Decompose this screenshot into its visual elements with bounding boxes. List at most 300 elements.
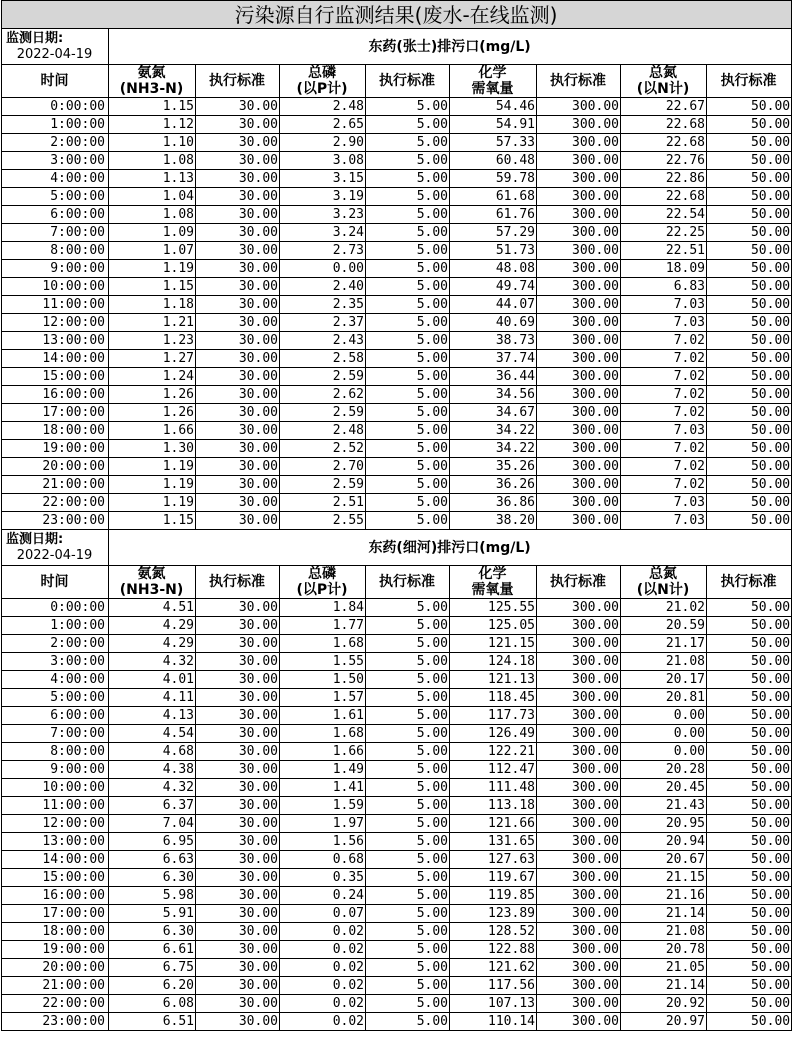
cod-standard: 300.00 [537, 797, 621, 815]
cod-value: 54.91 [450, 116, 537, 134]
cod-standard: 300.00 [537, 350, 621, 368]
cod-value: 121.13 [450, 671, 537, 689]
phosphorus-value: 3.15 [280, 170, 366, 188]
time-cell: 11:00:00 [2, 797, 109, 815]
cod-value: 51.73 [450, 242, 537, 260]
cod-standard: 300.00 [537, 779, 621, 797]
ammonia-standard: 30.00 [196, 224, 280, 242]
phosphorus-value: 0.02 [280, 1013, 366, 1031]
nitrogen-value: 20.17 [621, 671, 707, 689]
nitrogen-value: 21.08 [621, 653, 707, 671]
cod-standard: 300.00 [537, 206, 621, 224]
monitoring-date-value: 2022-04-19 [16, 547, 93, 563]
header-cod-line-2: 需氧量 [471, 81, 514, 97]
nitrogen-value: 20.59 [621, 617, 707, 635]
monitoring-date-label: 监测日期: [6, 531, 64, 547]
nitrogen-value: 6.83 [621, 278, 707, 296]
nitrogen-standard: 50.00 [707, 995, 792, 1013]
cod-standard: 300.00 [537, 815, 621, 833]
ammonia-standard: 30.00 [196, 404, 280, 422]
cod-value: 49.74 [450, 278, 537, 296]
header-ammonia [109, 566, 196, 599]
time-cell: 18:00:00 [2, 422, 109, 440]
table-row [2, 494, 792, 512]
ammonia-value: 1.15 [109, 512, 196, 530]
ammonia-value: 4.13 [109, 707, 196, 725]
header-standard: 执行标准 [196, 65, 280, 98]
time-cell: 21:00:00 [2, 977, 109, 995]
time-cell: 5:00:00 [2, 188, 109, 206]
phosphorus-standard: 5.00 [366, 887, 450, 905]
ammonia-standard: 30.00 [196, 296, 280, 314]
cod-value: 112.47 [450, 761, 537, 779]
cod-standard: 300.00 [537, 422, 621, 440]
time-cell: 17:00:00 [2, 404, 109, 422]
phosphorus-standard: 5.00 [366, 494, 450, 512]
nitrogen-value: 22.86 [621, 170, 707, 188]
phosphorus-value: 0.02 [280, 995, 366, 1013]
nitrogen-value: 20.81 [621, 689, 707, 707]
ammonia-standard: 30.00 [196, 1013, 280, 1031]
phosphorus-standard: 5.00 [366, 206, 450, 224]
cod-standard: 300.00 [537, 404, 621, 422]
header-cod-line-1: 化学 [478, 566, 507, 582]
nitrogen-standard: 50.00 [707, 206, 792, 224]
nitrogen-standard: 50.00 [707, 116, 792, 134]
nitrogen-standard: 50.00 [707, 689, 792, 707]
phosphorus-standard: 5.00 [366, 296, 450, 314]
nitrogen-standard: 50.00 [707, 671, 792, 689]
phosphorus-standard: 5.00 [366, 617, 450, 635]
ammonia-standard: 30.00 [196, 887, 280, 905]
cod-standard: 300.00 [537, 959, 621, 977]
time-cell: 13:00:00 [2, 332, 109, 350]
phosphorus-standard: 5.00 [366, 476, 450, 494]
cod-value: 110.14 [450, 1013, 537, 1031]
header-phosphorus-line-2: (以P计) [296, 582, 348, 598]
ammonia-value: 4.38 [109, 761, 196, 779]
ammonia-value: 4.29 [109, 617, 196, 635]
table-row [2, 170, 792, 188]
phosphorus-value: 3.08 [280, 152, 366, 170]
phosphorus-standard: 5.00 [366, 761, 450, 779]
ammonia-standard: 30.00 [196, 743, 280, 761]
phosphorus-standard: 5.00 [366, 404, 450, 422]
phosphorus-standard: 5.00 [366, 689, 450, 707]
phosphorus-standard: 5.00 [366, 797, 450, 815]
table-row [2, 707, 792, 725]
phosphorus-value: 1.68 [280, 725, 366, 743]
cod-standard: 300.00 [537, 941, 621, 959]
nitrogen-standard: 50.00 [707, 152, 792, 170]
header-nitrogen-line-2: (以N计) [636, 582, 690, 598]
header-phosphorus [280, 65, 366, 98]
ammonia-standard: 30.00 [196, 152, 280, 170]
cod-value: 122.88 [450, 941, 537, 959]
cod-standard: 300.00 [537, 707, 621, 725]
table-row [2, 404, 792, 422]
table-row [2, 635, 792, 653]
cod-value: 128.52 [450, 923, 537, 941]
nitrogen-standard: 50.00 [707, 332, 792, 350]
header-ammonia-line-1: 氨氮 [137, 566, 166, 582]
phosphorus-standard: 5.00 [366, 995, 450, 1013]
phosphorus-standard: 5.00 [366, 350, 450, 368]
nitrogen-standard: 50.00 [707, 851, 792, 869]
phosphorus-standard: 5.00 [366, 671, 450, 689]
nitrogen-standard: 50.00 [707, 797, 792, 815]
phosphorus-standard: 5.00 [366, 869, 450, 887]
nitrogen-value: 21.16 [621, 887, 707, 905]
ammonia-value: 5.91 [109, 905, 196, 923]
nitrogen-standard: 50.00 [707, 761, 792, 779]
phosphorus-standard: 5.00 [366, 332, 450, 350]
cod-standard: 300.00 [537, 386, 621, 404]
phosphorus-value: 2.73 [280, 242, 366, 260]
cod-value: 34.22 [450, 422, 537, 440]
header-standard: 执行标准 [196, 566, 280, 599]
ammonia-standard: 30.00 [196, 170, 280, 188]
nitrogen-standard: 50.00 [707, 779, 792, 797]
time-cell: 14:00:00 [2, 350, 109, 368]
phosphorus-standard: 5.00 [366, 512, 450, 530]
phosphorus-value: 2.48 [280, 422, 366, 440]
phosphorus-value: 3.19 [280, 188, 366, 206]
ammonia-value: 1.27 [109, 350, 196, 368]
phosphorus-standard: 5.00 [366, 386, 450, 404]
ammonia-value: 1.18 [109, 296, 196, 314]
phosphorus-value: 2.59 [280, 476, 366, 494]
table-row [2, 977, 792, 995]
ammonia-standard: 30.00 [196, 599, 280, 617]
nitrogen-value: 20.97 [621, 1013, 707, 1031]
monitoring-date-cell [2, 530, 109, 566]
nitrogen-value: 0.00 [621, 743, 707, 761]
nitrogen-standard: 50.00 [707, 707, 792, 725]
ammonia-standard: 30.00 [196, 869, 280, 887]
table-row [2, 134, 792, 152]
nitrogen-value: 20.92 [621, 995, 707, 1013]
cod-value: 118.45 [450, 689, 537, 707]
time-cell: 19:00:00 [2, 440, 109, 458]
header-cod-line-1: 化学 [478, 65, 507, 81]
time-cell: 16:00:00 [2, 386, 109, 404]
header-standard: 执行标准 [366, 566, 450, 599]
phosphorus-value: 1.66 [280, 743, 366, 761]
header-nitrogen [621, 65, 707, 98]
ammonia-standard: 30.00 [196, 635, 280, 653]
cod-value: 127.63 [450, 851, 537, 869]
time-cell: 5:00:00 [2, 689, 109, 707]
phosphorus-value: 0.02 [280, 959, 366, 977]
table-row [2, 725, 792, 743]
nitrogen-standard: 50.00 [707, 242, 792, 260]
cod-value: 121.15 [450, 635, 537, 653]
ammonia-value: 1.07 [109, 242, 196, 260]
phosphorus-standard: 5.00 [366, 923, 450, 941]
ammonia-value: 1.19 [109, 260, 196, 278]
phosphorus-standard: 5.00 [366, 422, 450, 440]
table-row [2, 1013, 792, 1031]
cod-standard: 300.00 [537, 242, 621, 260]
phosphorus-value: 1.59 [280, 797, 366, 815]
monitoring-report-table [1, 0, 792, 1031]
phosphorus-standard: 5.00 [366, 599, 450, 617]
ammonia-standard: 30.00 [196, 977, 280, 995]
nitrogen-value: 22.68 [621, 116, 707, 134]
cod-value: 123.89 [450, 905, 537, 923]
phosphorus-standard: 5.00 [366, 152, 450, 170]
nitrogen-value: 7.02 [621, 458, 707, 476]
time-cell: 17:00:00 [2, 905, 109, 923]
ammonia-value: 4.51 [109, 599, 196, 617]
ammonia-value: 1.66 [109, 422, 196, 440]
header-ammonia-line-1: 氨氮 [137, 65, 166, 81]
nitrogen-standard: 50.00 [707, 959, 792, 977]
nitrogen-standard: 50.00 [707, 887, 792, 905]
nitrogen-value: 20.45 [621, 779, 707, 797]
cod-value: 36.86 [450, 494, 537, 512]
header-nitrogen-line-2: (以N计) [636, 81, 690, 97]
phosphorus-standard: 5.00 [366, 440, 450, 458]
phosphorus-standard: 5.00 [366, 242, 450, 260]
phosphorus-standard: 5.00 [366, 815, 450, 833]
nitrogen-value: 22.25 [621, 224, 707, 242]
ammonia-standard: 30.00 [196, 617, 280, 635]
nitrogen-standard: 50.00 [707, 404, 792, 422]
phosphorus-value: 2.65 [280, 116, 366, 134]
phosphorus-value: 3.23 [280, 206, 366, 224]
report-title: 污染源自行监测结果(废水-在线监测) [2, 1, 792, 29]
table-row [2, 314, 792, 332]
nitrogen-value: 22.68 [621, 134, 707, 152]
phosphorus-standard: 5.00 [366, 1013, 450, 1031]
table-row [2, 440, 792, 458]
header-ammonia [109, 65, 196, 98]
ammonia-standard: 30.00 [196, 905, 280, 923]
table-row [2, 98, 792, 116]
cod-standard: 300.00 [537, 224, 621, 242]
nitrogen-standard: 50.00 [707, 617, 792, 635]
table-row [2, 905, 792, 923]
phosphorus-standard: 5.00 [366, 905, 450, 923]
table-row [2, 260, 792, 278]
time-cell: 15:00:00 [2, 368, 109, 386]
cod-value: 125.05 [450, 617, 537, 635]
ammonia-value: 1.26 [109, 404, 196, 422]
nitrogen-value: 18.09 [621, 260, 707, 278]
table-row [2, 368, 792, 386]
cod-standard: 300.00 [537, 278, 621, 296]
cod-value: 34.56 [450, 386, 537, 404]
table-row [2, 188, 792, 206]
phosphorus-standard: 5.00 [366, 635, 450, 653]
nitrogen-value: 21.14 [621, 905, 707, 923]
table-row [2, 941, 792, 959]
time-cell: 0:00:00 [2, 599, 109, 617]
ammonia-standard: 30.00 [196, 494, 280, 512]
phosphorus-value: 2.59 [280, 368, 366, 386]
phosphorus-standard: 5.00 [366, 278, 450, 296]
ammonia-value: 1.08 [109, 206, 196, 224]
ammonia-standard: 30.00 [196, 242, 280, 260]
time-cell: 8:00:00 [2, 743, 109, 761]
ammonia-value: 6.63 [109, 851, 196, 869]
ammonia-standard: 30.00 [196, 725, 280, 743]
table-row [2, 116, 792, 134]
header-ammonia-line-2: (NH3-N) [119, 81, 184, 97]
ammonia-value: 4.54 [109, 725, 196, 743]
time-cell: 14:00:00 [2, 851, 109, 869]
nitrogen-standard: 50.00 [707, 386, 792, 404]
cod-standard: 300.00 [537, 98, 621, 116]
cod-standard: 300.00 [537, 170, 621, 188]
phosphorus-value: 2.35 [280, 296, 366, 314]
time-cell: 7:00:00 [2, 224, 109, 242]
phosphorus-value: 2.37 [280, 314, 366, 332]
table-row [2, 833, 792, 851]
phosphorus-standard: 5.00 [366, 941, 450, 959]
nitrogen-standard: 50.00 [707, 170, 792, 188]
cod-value: 119.67 [450, 869, 537, 887]
header-standard: 执行标准 [707, 65, 792, 98]
phosphorus-standard: 5.00 [366, 224, 450, 242]
phosphorus-value: 2.70 [280, 458, 366, 476]
cod-standard: 300.00 [537, 851, 621, 869]
nitrogen-value: 20.95 [621, 815, 707, 833]
nitrogen-value: 7.03 [621, 314, 707, 332]
phosphorus-value: 0.02 [280, 923, 366, 941]
ammonia-standard: 30.00 [196, 707, 280, 725]
cod-standard: 300.00 [537, 689, 621, 707]
ammonia-standard: 30.00 [196, 815, 280, 833]
nitrogen-value: 0.00 [621, 707, 707, 725]
ammonia-standard: 30.00 [196, 386, 280, 404]
time-cell: 2:00:00 [2, 134, 109, 152]
table-row [2, 206, 792, 224]
header-phosphorus [280, 566, 366, 599]
ammonia-value: 6.30 [109, 923, 196, 941]
phosphorus-value: 0.35 [280, 869, 366, 887]
cod-value: 44.07 [450, 296, 537, 314]
ammonia-standard: 30.00 [196, 314, 280, 332]
phosphorus-standard: 5.00 [366, 707, 450, 725]
time-cell: 23:00:00 [2, 512, 109, 530]
cod-value: 113.18 [450, 797, 537, 815]
phosphorus-standard: 5.00 [366, 959, 450, 977]
table-row [2, 332, 792, 350]
cod-standard: 300.00 [537, 743, 621, 761]
phosphorus-value: 0.02 [280, 941, 366, 959]
phosphorus-value: 1.61 [280, 707, 366, 725]
cod-standard: 300.00 [537, 134, 621, 152]
ammonia-value: 1.21 [109, 314, 196, 332]
phosphorus-value: 2.55 [280, 512, 366, 530]
table-row [2, 278, 792, 296]
cod-standard: 300.00 [537, 617, 621, 635]
ammonia-standard: 30.00 [196, 98, 280, 116]
cod-standard: 300.00 [537, 260, 621, 278]
table-row [2, 599, 792, 617]
phosphorus-value: 2.59 [280, 404, 366, 422]
cod-value: 121.62 [450, 959, 537, 977]
time-cell: 4:00:00 [2, 170, 109, 188]
cod-value: 122.21 [450, 743, 537, 761]
ammonia-value: 6.75 [109, 959, 196, 977]
nitrogen-standard: 50.00 [707, 260, 792, 278]
phosphorus-value: 1.41 [280, 779, 366, 797]
time-cell: 10:00:00 [2, 278, 109, 296]
phosphorus-value: 2.51 [280, 494, 366, 512]
nitrogen-value: 21.17 [621, 635, 707, 653]
ammonia-standard: 30.00 [196, 941, 280, 959]
time-cell: 15:00:00 [2, 869, 109, 887]
nitrogen-value: 22.68 [621, 188, 707, 206]
time-cell: 7:00:00 [2, 725, 109, 743]
ammonia-standard: 30.00 [196, 653, 280, 671]
header-phosphorus-line-1: 总磷 [308, 65, 336, 81]
phosphorus-value: 0.68 [280, 851, 366, 869]
nitrogen-standard: 50.00 [707, 98, 792, 116]
time-cell: 6:00:00 [2, 206, 109, 224]
ammonia-value: 1.12 [109, 116, 196, 134]
time-cell: 22:00:00 [2, 494, 109, 512]
cod-value: 54.46 [450, 98, 537, 116]
nitrogen-value: 22.76 [621, 152, 707, 170]
phosphorus-standard: 5.00 [366, 368, 450, 386]
ammonia-standard: 30.00 [196, 134, 280, 152]
nitrogen-standard: 50.00 [707, 512, 792, 530]
phosphorus-value: 0.00 [280, 260, 366, 278]
header-standard: 执行标准 [366, 65, 450, 98]
table-row [2, 923, 792, 941]
nitrogen-standard: 50.00 [707, 278, 792, 296]
cod-standard: 300.00 [537, 494, 621, 512]
nitrogen-value: 7.02 [621, 368, 707, 386]
cod-value: 48.08 [450, 260, 537, 278]
cod-standard: 300.00 [537, 869, 621, 887]
ammonia-value: 1.04 [109, 188, 196, 206]
table-row [2, 350, 792, 368]
ammonia-value: 1.10 [109, 134, 196, 152]
nitrogen-standard: 50.00 [707, 743, 792, 761]
cod-standard: 300.00 [537, 995, 621, 1013]
cod-standard: 300.00 [537, 653, 621, 671]
table-row [2, 689, 792, 707]
time-cell: 2:00:00 [2, 635, 109, 653]
table-row [2, 512, 792, 530]
phosphorus-value: 2.62 [280, 386, 366, 404]
ammonia-value: 4.01 [109, 671, 196, 689]
table-row [2, 671, 792, 689]
cod-value: 40.69 [450, 314, 537, 332]
cod-value: 61.76 [450, 206, 537, 224]
ammonia-standard: 30.00 [196, 368, 280, 386]
cod-standard: 300.00 [537, 725, 621, 743]
phosphorus-value: 0.02 [280, 977, 366, 995]
header-time: 时间 [2, 65, 109, 98]
ammonia-standard: 30.00 [196, 851, 280, 869]
nitrogen-standard: 50.00 [707, 833, 792, 851]
cod-value: 34.67 [450, 404, 537, 422]
cod-standard: 300.00 [537, 188, 621, 206]
phosphorus-standard: 5.00 [366, 779, 450, 797]
ammonia-value: 4.68 [109, 743, 196, 761]
nitrogen-standard: 50.00 [707, 977, 792, 995]
phosphorus-value: 2.40 [280, 278, 366, 296]
ammonia-value: 6.08 [109, 995, 196, 1013]
nitrogen-standard: 50.00 [707, 224, 792, 242]
